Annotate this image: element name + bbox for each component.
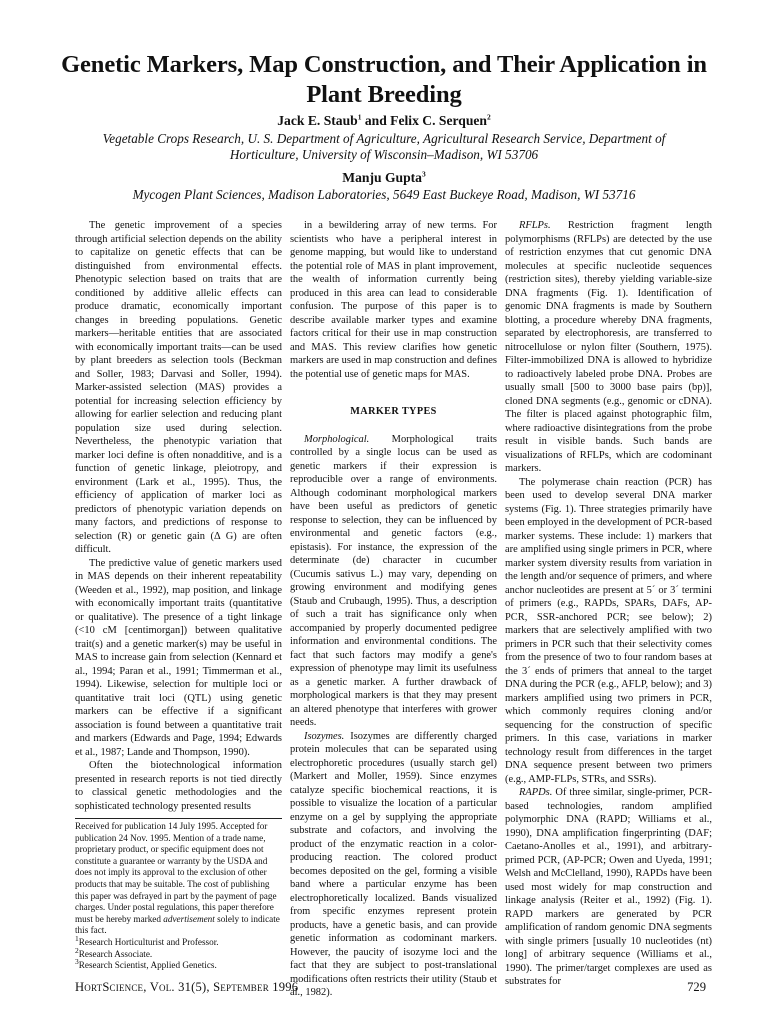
footnote-2-text: Research Associate.	[78, 948, 153, 959]
footnote-3	[75, 957, 282, 972]
affiliation-usda: Vegetable Crops Research, U. S. Department of Agriculture, Agricultural Research Service, Department of Horticulture, University of Wisconsin–Madison, WI 53706	[102, 131, 666, 163]
footnote-3-mark: 3	[75, 957, 79, 967]
author-serquen-mark: 2	[486, 112, 491, 122]
authors-line	[60, 113, 708, 129]
runin-heading: Isozymes.	[304, 730, 345, 742]
paragraph	[290, 730, 497, 1000]
column-2	[290, 219, 497, 1000]
affiliation-mycogen: Mycogen Plant Sciences, Madison Laboratories, 5649 East Buckeye Road, Madison, WI 53716	[132, 187, 636, 202]
author-gupta-line	[60, 170, 708, 186]
column-1	[75, 219, 282, 813]
footnotes	[75, 818, 282, 972]
author-gupta-mark: 3	[421, 169, 426, 179]
author-serquen: and Felix C. Serquen	[361, 113, 487, 128]
footnote-1-mark: 1	[75, 933, 79, 943]
paragraph-text: Morphological traits controlled by a single locus can be used as genetic markers if their expression is reproducible over a range of environments. Although codominant morphological markers have been useful as predictors of genetic response to selection, they can be influenced by environmental and genetic factors (e.g., epistasis). For instance, the expression of the determinate (de) character in cucumber (Cucumis sativus L.) may vary, depending on growing environment and modifying genes (Staub and Crubaugh, 1995). Thus, a description of such a trait has significance only when accompanied by properly documented pedigree information and environmental conditions. The fact that such factors may modify a gene's expression of phenotype may limit its usefulness as a genetic marker. A further drawback of morphological markers is that they may present an altered phenotype that interferes with grower needs.	[290, 433, 497, 728]
footnote-1	[75, 933, 282, 949]
footnote-advertisement: advertisement	[163, 913, 215, 924]
paragraph-text: Of three similar, single-primer, PCR-based technologies, random amplified polymorphic DNA (RAPD; Williams et al., 1990), DNA amplification fingerprinting (DAF; Caetano-Anolles et al., 1991), and arbitrary-primed PCR, (AP-PCR; Owen and Uyeda, 1991; Welsh and McClelland, 1990), RAPDs have been used most widely for map construction and linkage analysis (Reiter et al., 1992) (Fig. 1). RAPD markers are generated by PCR amplification of random genomic DNA segments with single primers [usually 10 nucleotides (nt) long] of arbitrary sequence (Williams et al., 1990). The primer/target complexes are used as substrates for	[505, 787, 712, 987]
paragraph: The genetic improvement of a species through artificial selection depends on the ability to capitalize on genetic effects that can be distinguished from environmental effects. Phenotypic selection based on traits that are conditioned by additive allelic effects can produce dramatic, economically important changes in breeding populations. Genetic markers—heritable entities that are associated with economically important traits—can be used by plant breeders as selection tools (Beckman and Soller, 1983; Darvasi and Soller, 1994). Marker-assisted selection (MAS) provides a potential for increasing selection efficiency by allowing for earlier selection and reducing plant population size used during selection. Nevertheless, the phenotypic variation that marker loci define is often nonadditive, and is a function of genetic linkage, pleiotropy, and environment (Lark et al., 1995). Thus, the efficiency of application of marker loci as predictors of phenotypic variation depends on many factors, and predictions of response to selection (R) or genetic gain (Δ G) are often difficult.	[75, 220, 282, 555]
section-heading: MARKER TYPES	[350, 406, 437, 417]
paragraph	[505, 786, 712, 989]
paragraph: Often the biotechnological information presented in research reports is not tied directly to classical genetic methodologies and the sophisticated technology presented results	[75, 760, 282, 812]
footnote-1-text: Research Horticulturist and Professor.	[78, 936, 219, 947]
footnote-3-text: Research Scientist, Applied Genetics.	[78, 960, 217, 971]
author-gupta: Manju Gupta	[342, 170, 422, 185]
author-staub: Jack E. Staub	[277, 113, 358, 128]
footnote-received-end: solely to indicate this fact.	[75, 913, 280, 936]
author-staub-mark: 1	[357, 112, 362, 122]
paragraph	[505, 219, 712, 476]
paragraph: The polymerase chain reaction (PCR) has been used to develop several DNA marker systems (Fig. 1). Three strategies primarily have been employed in the development of PCR-based marker systems. These include: 1) markers that are amplified using single primers in PCR, where marker system diversity results from variation in the length and/or sequence of primers, and where anchor nucleotides are present at 5´ or 3´ termini of primers (e.g., RAPDs, SPARs, DAFs, AP-PCR, SSR-anchored PCR; see below); 2) markers that are selectively amplified with two primers in PCR such that their selectivity comes from the presence of two to four random bases at the 3´ ends of primers that anneal to the target DNA during the PCR (e.g., AFLP, below); and 3) markers amplified using two primers in PCR, which commonly requires cloning and/or sequencing for the construction of specific primers. In this case, variations in marker technology result from differences in the target DNA sequence present between two primers (e.g., AMP-FLPs, STRs, and SSRs).	[505, 476, 712, 785]
column-3	[505, 219, 712, 989]
footnote-2	[75, 945, 282, 961]
paragraph	[290, 433, 497, 730]
footnote-received-text: Received for publication 14 July 1995. Accepted for publication 24 Nov. 1995. Mention of a trade name, proprietary product, or specific equipment does not constitute a guarantee or warranty by the USDA and does not imply its approval to the exclusion of other products that may be suitable. The cost of publishing this paper was defrayed in part by the payment of page charges. Under postal regulations, this paper therefore must be hereby marked	[75, 821, 277, 924]
paragraph: in a bewildering array of new terms. For scientists who have a peripheral interest in genome mapping, but would like to understand the potential role of MAS in plant improvement, the wealth of information currently being produced in this area can lead to considerable confusion. The purpose of this paper is to describe available marker types and examine factors critical for their use in map construction and MAS. This review clarifies how genetic markers are used in map construction and defines the potential use of genetic maps for MAS.	[290, 220, 497, 380]
runin-heading: RFLPs.	[519, 220, 551, 231]
paragraph-text: Restriction fragment length polymorphisms (RFLPs) are detected by the use of restriction enzymes that cut genomic DNA molecules at specific nucleotide sequences (restriction sites), thereby yielding variable-size DNA fragments (Fig. 1). Identification of genomic DNA fragments is made by Southern blotting, a procedure whereby DNA fragments, separated by electrophoresis, are transferred to nitrocellulose or nylon filter (Southern, 1975). Filter-immobilized DNA is allowed to hybridize to radioactively labeled probe DNA. Probes are usually small [500 to 3000 base pairs (bp)], cloned DNA segments (e.g., genomic or cDNA). The filter is placed against photographic film, where radioactive disintegrations from the probe result in visible bands. Such bands are visualizations of RFLPs, which are codominant markers.	[505, 220, 712, 474]
footnote-received	[75, 821, 282, 937]
page-number: 729	[687, 980, 706, 994]
footnote-2-mark: 2	[75, 945, 79, 955]
paragraph-text: Isozymes are differently charged protein molecules that can be separated using electrophoretic procedures (usually starch gel) (Markert and Moller, 1959). Since enzymes catalyze specific biochemical reactions, it is possible to visualize the location of a particular enzyme on a gel by supplying the appropriate substrate and cofactors, and involving the product of the enzymatic reaction in a color-producing reaction. The colored product becomes deposited on the gel, forming a visible band where a particular enzyme has been electrophoretically localized. Bands visualized from specific enzymes represent protein products, have a genetic basis, and can provide genetic information as codominant markers. However, the paucity of isozyme loci and the fact that they are subject to post-translational modifications often restricts their utility (Staub et al., 1982).	[290, 730, 497, 998]
runin-heading: Morphological.	[304, 433, 370, 445]
journal-citation: HortScience, Vol. 31(5), September 1996	[75, 980, 299, 994]
runin-heading: RAPDs.	[519, 787, 553, 798]
paragraph: The predictive value of genetic markers used in MAS depends on their inherent repeatability (Weeden et al., 1992), map position, and linkage with economically important traits (quantitative or qualitative). The presence of a tight linkage (<10 cM [centimorgan]) between qualitative trait(s) and a genetic marker(s) may be useful in MAS to increase gain from selection (Kennard et al., 1994; Paran et al., 1991; Timmerman et al., 1994). Likewise, selection for multiple loci or quantitative trait loci (QTL) using genetic markers can be effective if a significant association is found between a quantitative trait and markers (Edwards and Page, 1994; Edwards et al., 1987; Lande and Thompson, 1990).	[75, 557, 282, 758]
paper-title: Genetic Markers, Map Construction, and Their Application in Plant Breeding	[61, 51, 707, 108]
